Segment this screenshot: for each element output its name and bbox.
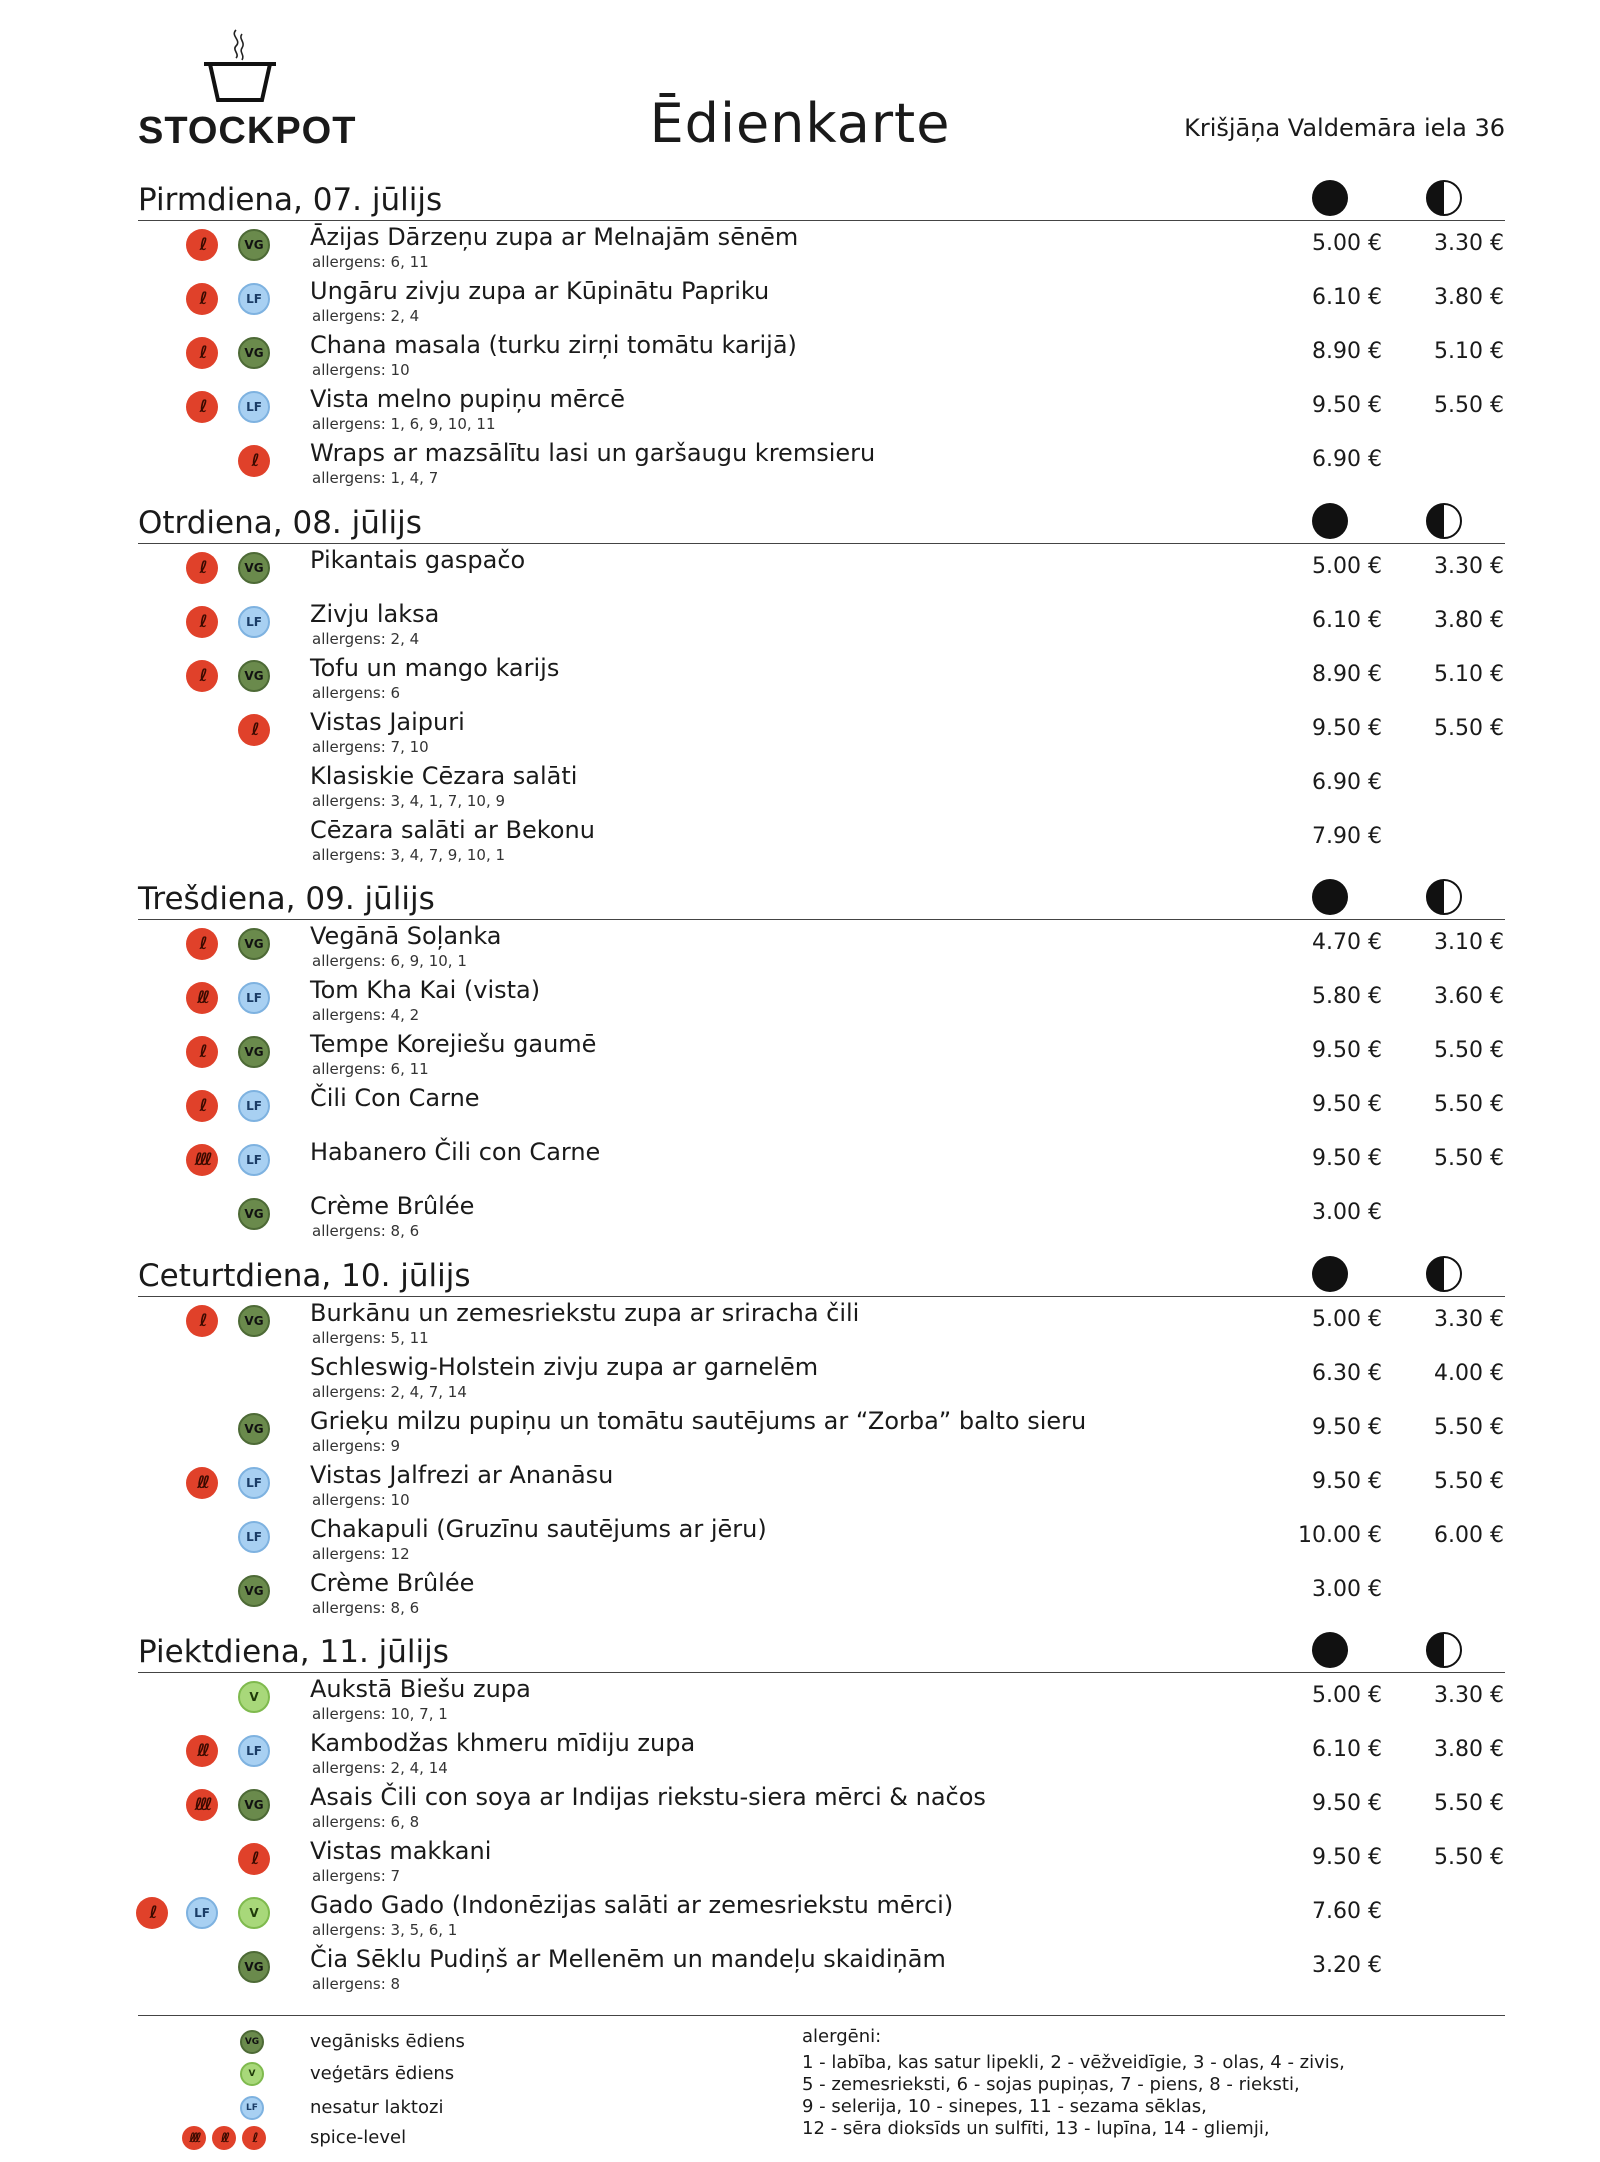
menu-item bbox=[138, 920, 1505, 974]
menu-item bbox=[138, 1297, 1505, 1351]
day-title: Otrdiena, 08. jūlijs bbox=[138, 505, 422, 541]
spice-level-1-icon: ℓ bbox=[238, 714, 270, 746]
item-allergens: allergens: 8 bbox=[312, 1975, 401, 1993]
menu-item bbox=[138, 383, 1505, 437]
price-half: 5.50 € bbox=[1434, 1469, 1504, 1494]
allergens-title: alergēni: bbox=[802, 2026, 882, 2047]
lactose-free-icon: LF bbox=[238, 982, 270, 1014]
legend-lactose-free bbox=[138, 2094, 538, 2124]
day-section bbox=[138, 178, 1505, 491]
price-half: 3.80 € bbox=[1434, 608, 1504, 633]
price-half: 3.10 € bbox=[1434, 930, 1504, 955]
lactose-free-icon: LF bbox=[186, 1897, 218, 1929]
allergens-line: 9 - selerija, 10 - sinepes, 11 - sezama sēklas, bbox=[802, 2096, 1207, 2117]
vegan-icon: VG bbox=[238, 1036, 270, 1068]
day-section bbox=[138, 877, 1505, 1244]
item-allergens: allergens: 8, 6 bbox=[312, 1222, 420, 1240]
lactose-free-icon: LF bbox=[238, 283, 270, 315]
price-half: 3.80 € bbox=[1434, 285, 1504, 310]
legend-vegan bbox=[138, 2028, 538, 2058]
legend-lactose-free-label: nesatur laktozi bbox=[310, 2097, 444, 2118]
vegetarian-icon: V bbox=[238, 1681, 270, 1713]
menu-item bbox=[138, 329, 1505, 383]
menu-item bbox=[138, 706, 1505, 760]
item-allergens: allergens: 1, 6, 9, 10, 11 bbox=[312, 415, 496, 433]
menu-item bbox=[138, 1190, 1505, 1244]
vegan-icon: VG bbox=[240, 2030, 264, 2054]
item-name: Tofu un mango karijs bbox=[310, 654, 560, 682]
item-name: Aukstā Biešu zupa bbox=[310, 1675, 531, 1703]
item-name: Āzijas Dārzeņu zupa ar Melnajām sēnēm bbox=[310, 223, 799, 251]
spice-level-3-icon: ℓℓℓ bbox=[186, 1144, 218, 1176]
menu-item bbox=[138, 544, 1505, 598]
item-allergens: allergens: 12 bbox=[312, 1545, 410, 1563]
price-half: 5.50 € bbox=[1434, 716, 1504, 741]
full-portion-icon bbox=[1312, 1256, 1348, 1292]
price-full: 6.10 € bbox=[1312, 1737, 1382, 1762]
item-allergens: allergens: 6 bbox=[312, 684, 401, 702]
vegan-icon: VG bbox=[238, 337, 270, 369]
price-half: 5.50 € bbox=[1434, 393, 1504, 418]
legend-vegetarian-label: veģetārs ēdiens bbox=[310, 2063, 455, 2084]
day-title: Ceturtdiena, 10. jūlijs bbox=[138, 1258, 471, 1294]
vegan-icon: VG bbox=[238, 1413, 270, 1445]
menu-item bbox=[138, 1567, 1505, 1621]
allergens-line: 1 - labība, kas satur lipekli, 2 - vēžveidīgie, 3 - olas, 4 - zivis, bbox=[802, 2052, 1345, 2073]
menu-item bbox=[138, 1513, 1505, 1567]
item-allergens: allergens: 6, 8 bbox=[312, 1813, 420, 1831]
half-portion-icon bbox=[1426, 1632, 1462, 1668]
lactose-free-icon: LF bbox=[240, 2096, 264, 2120]
menu-item bbox=[138, 1082, 1505, 1136]
menu-item bbox=[138, 1727, 1505, 1781]
spice-level-1-icon: ℓ bbox=[186, 606, 218, 638]
menu-item bbox=[138, 1673, 1505, 1727]
lactose-free-icon: LF bbox=[238, 1467, 270, 1499]
menu-item bbox=[138, 437, 1505, 491]
address: Krišjāņa Valdemāra iela 36 bbox=[1184, 114, 1505, 142]
menu-item bbox=[138, 1835, 1505, 1889]
price-half: 5.50 € bbox=[1434, 1415, 1504, 1440]
price-half: 5.50 € bbox=[1434, 1146, 1504, 1171]
item-name: Tempe Korejiešu gaumē bbox=[310, 1030, 597, 1058]
menu-item bbox=[138, 1405, 1505, 1459]
spice-level-1-icon: ℓ bbox=[186, 1305, 218, 1337]
price-half: 5.10 € bbox=[1434, 662, 1504, 687]
day-section bbox=[138, 1254, 1505, 1621]
item-name: Chana masala (turku zirņi tomātu karijā) bbox=[310, 331, 797, 359]
price-full: 10.00 € bbox=[1298, 1523, 1382, 1548]
lactose-free-icon: LF bbox=[238, 1521, 270, 1553]
legend-vegan-label: vegānisks ēdiens bbox=[310, 2031, 465, 2052]
day-header bbox=[138, 877, 1505, 920]
price-half: 4.00 € bbox=[1434, 1361, 1504, 1386]
day-header bbox=[138, 178, 1505, 221]
half-portion-icon bbox=[1426, 180, 1462, 216]
vegetarian-icon: V bbox=[240, 2062, 264, 2086]
spice-level-1-icon: ℓ bbox=[186, 552, 218, 584]
price-full: 3.00 € bbox=[1312, 1577, 1382, 1602]
day-section bbox=[138, 1630, 1505, 1997]
logo-text: STOCKPOT bbox=[138, 110, 357, 152]
item-allergens: allergens: 6, 9, 10, 1 bbox=[312, 952, 467, 970]
vegan-icon: VG bbox=[238, 1951, 270, 1983]
item-name: Chakapuli (Gruzīnu sautējums ar jēru) bbox=[310, 1515, 767, 1543]
menu-item bbox=[138, 652, 1505, 706]
spice-level-3-icon: ℓℓℓ bbox=[182, 2126, 206, 2150]
day-header bbox=[138, 1630, 1505, 1673]
day-section bbox=[138, 501, 1505, 868]
price-full: 9.50 € bbox=[1312, 1469, 1382, 1494]
item-allergens: allergens: 3, 4, 1, 7, 10, 9 bbox=[312, 792, 506, 810]
price-full: 8.90 € bbox=[1312, 339, 1382, 364]
spice-level-1-icon: ℓ bbox=[242, 2126, 266, 2150]
vegan-icon: VG bbox=[238, 229, 270, 261]
half-portion-icon bbox=[1426, 879, 1462, 915]
price-full: 9.50 € bbox=[1312, 1038, 1382, 1063]
price-full: 9.50 € bbox=[1312, 716, 1382, 741]
item-name: Tom Kha Kai (vista) bbox=[310, 976, 541, 1004]
menu-item bbox=[138, 814, 1505, 868]
item-name: Čia Sēklu Pudiņš ar Mellenēm un mandeļu skaidiņām bbox=[310, 1945, 946, 1973]
item-allergens: allergens: 8, 6 bbox=[312, 1599, 420, 1617]
vegan-icon: VG bbox=[238, 1198, 270, 1230]
menu-item bbox=[138, 1889, 1505, 1943]
price-half: 3.80 € bbox=[1434, 1737, 1504, 1762]
price-half: 3.30 € bbox=[1434, 1307, 1504, 1332]
menu-item bbox=[138, 221, 1505, 275]
lactose-free-icon: LF bbox=[238, 1144, 270, 1176]
item-allergens: allergens: 2, 4, 14 bbox=[312, 1759, 448, 1777]
item-name: Pikantais gaspačo bbox=[310, 546, 526, 574]
spice-level-1-icon: ℓ bbox=[186, 283, 218, 315]
menu-item bbox=[138, 1943, 1505, 1997]
day-header bbox=[138, 501, 1505, 544]
price-full: 6.90 € bbox=[1312, 447, 1382, 472]
item-name: Kambodžas khmeru mīdiju zupa bbox=[310, 1729, 696, 1757]
item-allergens: allergens: 2, 4 bbox=[312, 307, 420, 325]
spice-level-2-icon: ℓℓ bbox=[186, 1735, 218, 1767]
item-name: Asais Čili con soya ar Indijas riekstu-siera mērci & načos bbox=[310, 1783, 986, 1811]
menu-item bbox=[138, 1351, 1505, 1405]
item-name: Wraps ar mazsālītu lasi un garšaugu kremsieru bbox=[310, 439, 876, 467]
price-full: 8.90 € bbox=[1312, 662, 1382, 687]
price-half: 6.00 € bbox=[1434, 1523, 1504, 1548]
spice-level-1-icon: ℓ bbox=[186, 1090, 218, 1122]
menu-item bbox=[138, 1781, 1505, 1835]
item-allergens: allergens: 5, 11 bbox=[312, 1329, 429, 1347]
item-allergens: allergens: 10 bbox=[312, 1491, 410, 1509]
price-half: 5.50 € bbox=[1434, 1845, 1504, 1870]
price-half: 3.30 € bbox=[1434, 231, 1504, 256]
price-half: 5.50 € bbox=[1434, 1038, 1504, 1063]
item-name: Ungāru zivju zupa ar Kūpinātu Papriku bbox=[310, 277, 770, 305]
price-full: 6.30 € bbox=[1312, 1361, 1382, 1386]
day-title: Piektdiena, 11. jūlijs bbox=[138, 1634, 449, 1670]
item-allergens: allergens: 3, 4, 7, 9, 10, 1 bbox=[312, 846, 506, 864]
item-allergens: allergens: 7, 10 bbox=[312, 738, 429, 756]
spice-level-1-icon: ℓ bbox=[186, 337, 218, 369]
spice-level-1-icon: ℓ bbox=[238, 1843, 270, 1875]
spice-level-1-icon: ℓ bbox=[186, 229, 218, 261]
spice-level-1-icon: ℓ bbox=[136, 1897, 168, 1929]
item-name: Vistas Jalfrezi ar Ananāsu bbox=[310, 1461, 614, 1489]
lactose-free-icon: LF bbox=[238, 1090, 270, 1122]
menu-item bbox=[138, 598, 1505, 652]
day-title: Pirmdiena, 07. jūlijs bbox=[138, 182, 443, 218]
price-full: 4.70 € bbox=[1312, 930, 1382, 955]
price-full: 9.50 € bbox=[1312, 1845, 1382, 1870]
vegan-icon: VG bbox=[238, 1575, 270, 1607]
item-allergens: allergens: 7 bbox=[312, 1867, 401, 1885]
spice-level-3-icon: ℓℓℓ bbox=[186, 1789, 218, 1821]
price-half: 3.30 € bbox=[1434, 554, 1504, 579]
item-name: Cēzara salāti ar Bekonu bbox=[310, 816, 595, 844]
item-name: Vistas makkani bbox=[310, 1837, 492, 1865]
price-full: 3.20 € bbox=[1312, 1953, 1382, 1978]
price-half: 5.10 € bbox=[1434, 339, 1504, 364]
half-portion-icon bbox=[1426, 503, 1462, 539]
price-full: 9.50 € bbox=[1312, 393, 1382, 418]
price-full: 6.10 € bbox=[1312, 285, 1382, 310]
item-allergens: allergens: 10 bbox=[312, 361, 410, 379]
item-name: Schleswig-Holstein zivju zupa ar garnelēm bbox=[310, 1353, 819, 1381]
menu-item bbox=[138, 1136, 1505, 1190]
allergens-line: 12 - sēra dioksīds un sulfīti, 13 - lupīna, 14 - gliemji, bbox=[802, 2118, 1270, 2139]
spice-level-1-icon: ℓ bbox=[186, 1036, 218, 1068]
item-name: Vegānā Soļanka bbox=[310, 922, 502, 950]
item-allergens: allergens: 1, 4, 7 bbox=[312, 469, 439, 487]
item-allergens: allergens: 2, 4 bbox=[312, 630, 420, 648]
item-name: Crème Brûlée bbox=[310, 1569, 475, 1597]
vegetarian-icon: V bbox=[238, 1897, 270, 1929]
lactose-free-icon: LF bbox=[238, 391, 270, 423]
lactose-free-icon: LF bbox=[238, 606, 270, 638]
vegan-icon: VG bbox=[238, 1789, 270, 1821]
item-name: Zivju laksa bbox=[310, 600, 440, 628]
full-portion-icon bbox=[1312, 1632, 1348, 1668]
item-name: Čili Con Carne bbox=[310, 1084, 480, 1112]
spice-level-1-icon: ℓ bbox=[186, 391, 218, 423]
price-full: 9.50 € bbox=[1312, 1415, 1382, 1440]
item-allergens: allergens: 10, 7, 1 bbox=[312, 1705, 448, 1723]
price-full: 5.00 € bbox=[1312, 231, 1382, 256]
price-full: 9.50 € bbox=[1312, 1092, 1382, 1117]
page-header bbox=[0, 0, 1600, 175]
spice-level-2-icon: ℓℓ bbox=[212, 2126, 236, 2150]
price-half: 3.60 € bbox=[1434, 984, 1504, 1009]
vegan-icon: VG bbox=[238, 928, 270, 960]
menu-item bbox=[138, 1028, 1505, 1082]
item-allergens: allergens: 6, 11 bbox=[312, 253, 429, 271]
price-full: 6.10 € bbox=[1312, 608, 1382, 633]
page-title: Ēdienkarte bbox=[649, 92, 951, 155]
menu-item bbox=[138, 1459, 1505, 1513]
legend-spice bbox=[138, 2124, 538, 2154]
legend-spice-label: spice-level bbox=[310, 2127, 407, 2148]
price-full: 5.00 € bbox=[1312, 554, 1382, 579]
spice-level-1-icon: ℓ bbox=[238, 445, 270, 477]
vegan-icon: VG bbox=[238, 1305, 270, 1337]
vegan-icon: VG bbox=[238, 552, 270, 584]
price-full: 6.90 € bbox=[1312, 770, 1382, 795]
item-name: Grieķu milzu pupiņu un tomātu sautējums ar “Zorba” balto sieru bbox=[310, 1407, 1087, 1435]
full-portion-icon bbox=[1312, 503, 1348, 539]
legend bbox=[138, 2015, 1505, 2146]
item-allergens: allergens: 6, 11 bbox=[312, 1060, 429, 1078]
full-portion-icon bbox=[1312, 180, 1348, 216]
item-name: Crème Brûlée bbox=[310, 1192, 475, 1220]
day-title: Trešdiena, 09. jūlijs bbox=[138, 881, 435, 917]
price-full: 9.50 € bbox=[1312, 1791, 1382, 1816]
price-half: 5.50 € bbox=[1434, 1092, 1504, 1117]
lactose-free-icon: LF bbox=[238, 1735, 270, 1767]
item-name: Klasiskie Cēzara salāti bbox=[310, 762, 578, 790]
price-full: 7.90 € bbox=[1312, 824, 1382, 849]
item-name: Vista melno pupiņu mērcē bbox=[310, 385, 625, 413]
allergens-line: 5 - zemesrieksti, 6 - sojas pupiņas, 7 - piens, 8 - rieksti, bbox=[802, 2074, 1300, 2095]
spice-level-2-icon: ℓℓ bbox=[186, 1467, 218, 1499]
price-full: 5.00 € bbox=[1312, 1307, 1382, 1332]
price-full: 5.00 € bbox=[1312, 1683, 1382, 1708]
spice-level-2-icon: ℓℓ bbox=[186, 982, 218, 1014]
half-portion-icon bbox=[1426, 1256, 1462, 1292]
item-allergens: allergens: 2, 4, 7, 14 bbox=[312, 1383, 467, 1401]
price-half: 5.50 € bbox=[1434, 1791, 1504, 1816]
vegan-icon: VG bbox=[238, 660, 270, 692]
price-full: 7.60 € bbox=[1312, 1899, 1382, 1924]
item-name: Burkānu un zemesriekstu zupa ar sriracha čili bbox=[310, 1299, 860, 1327]
item-allergens: allergens: 3, 5, 6, 1 bbox=[312, 1921, 458, 1939]
item-name: Vistas Jaipuri bbox=[310, 708, 465, 736]
spice-level-1-icon: ℓ bbox=[186, 660, 218, 692]
price-full: 5.80 € bbox=[1312, 984, 1382, 1009]
spice-level-1-icon: ℓ bbox=[186, 928, 218, 960]
day-header bbox=[138, 1254, 1505, 1297]
legend-vegetarian bbox=[138, 2060, 538, 2090]
menu-item bbox=[138, 275, 1505, 329]
price-full: 9.50 € bbox=[1312, 1146, 1382, 1171]
item-allergens: allergens: 9 bbox=[312, 1437, 401, 1455]
item-name: Habanero Čili con Carne bbox=[310, 1138, 601, 1166]
full-portion-icon bbox=[1312, 879, 1348, 915]
price-full: 3.00 € bbox=[1312, 1200, 1382, 1225]
price-half: 3.30 € bbox=[1434, 1683, 1504, 1708]
item-allergens: allergens: 4, 2 bbox=[312, 1006, 420, 1024]
item-name: Gado Gado (Indonēzijas salāti ar zemesriekstu mērci) bbox=[310, 1891, 954, 1919]
menu-item bbox=[138, 760, 1505, 814]
menu-item bbox=[138, 974, 1505, 1028]
